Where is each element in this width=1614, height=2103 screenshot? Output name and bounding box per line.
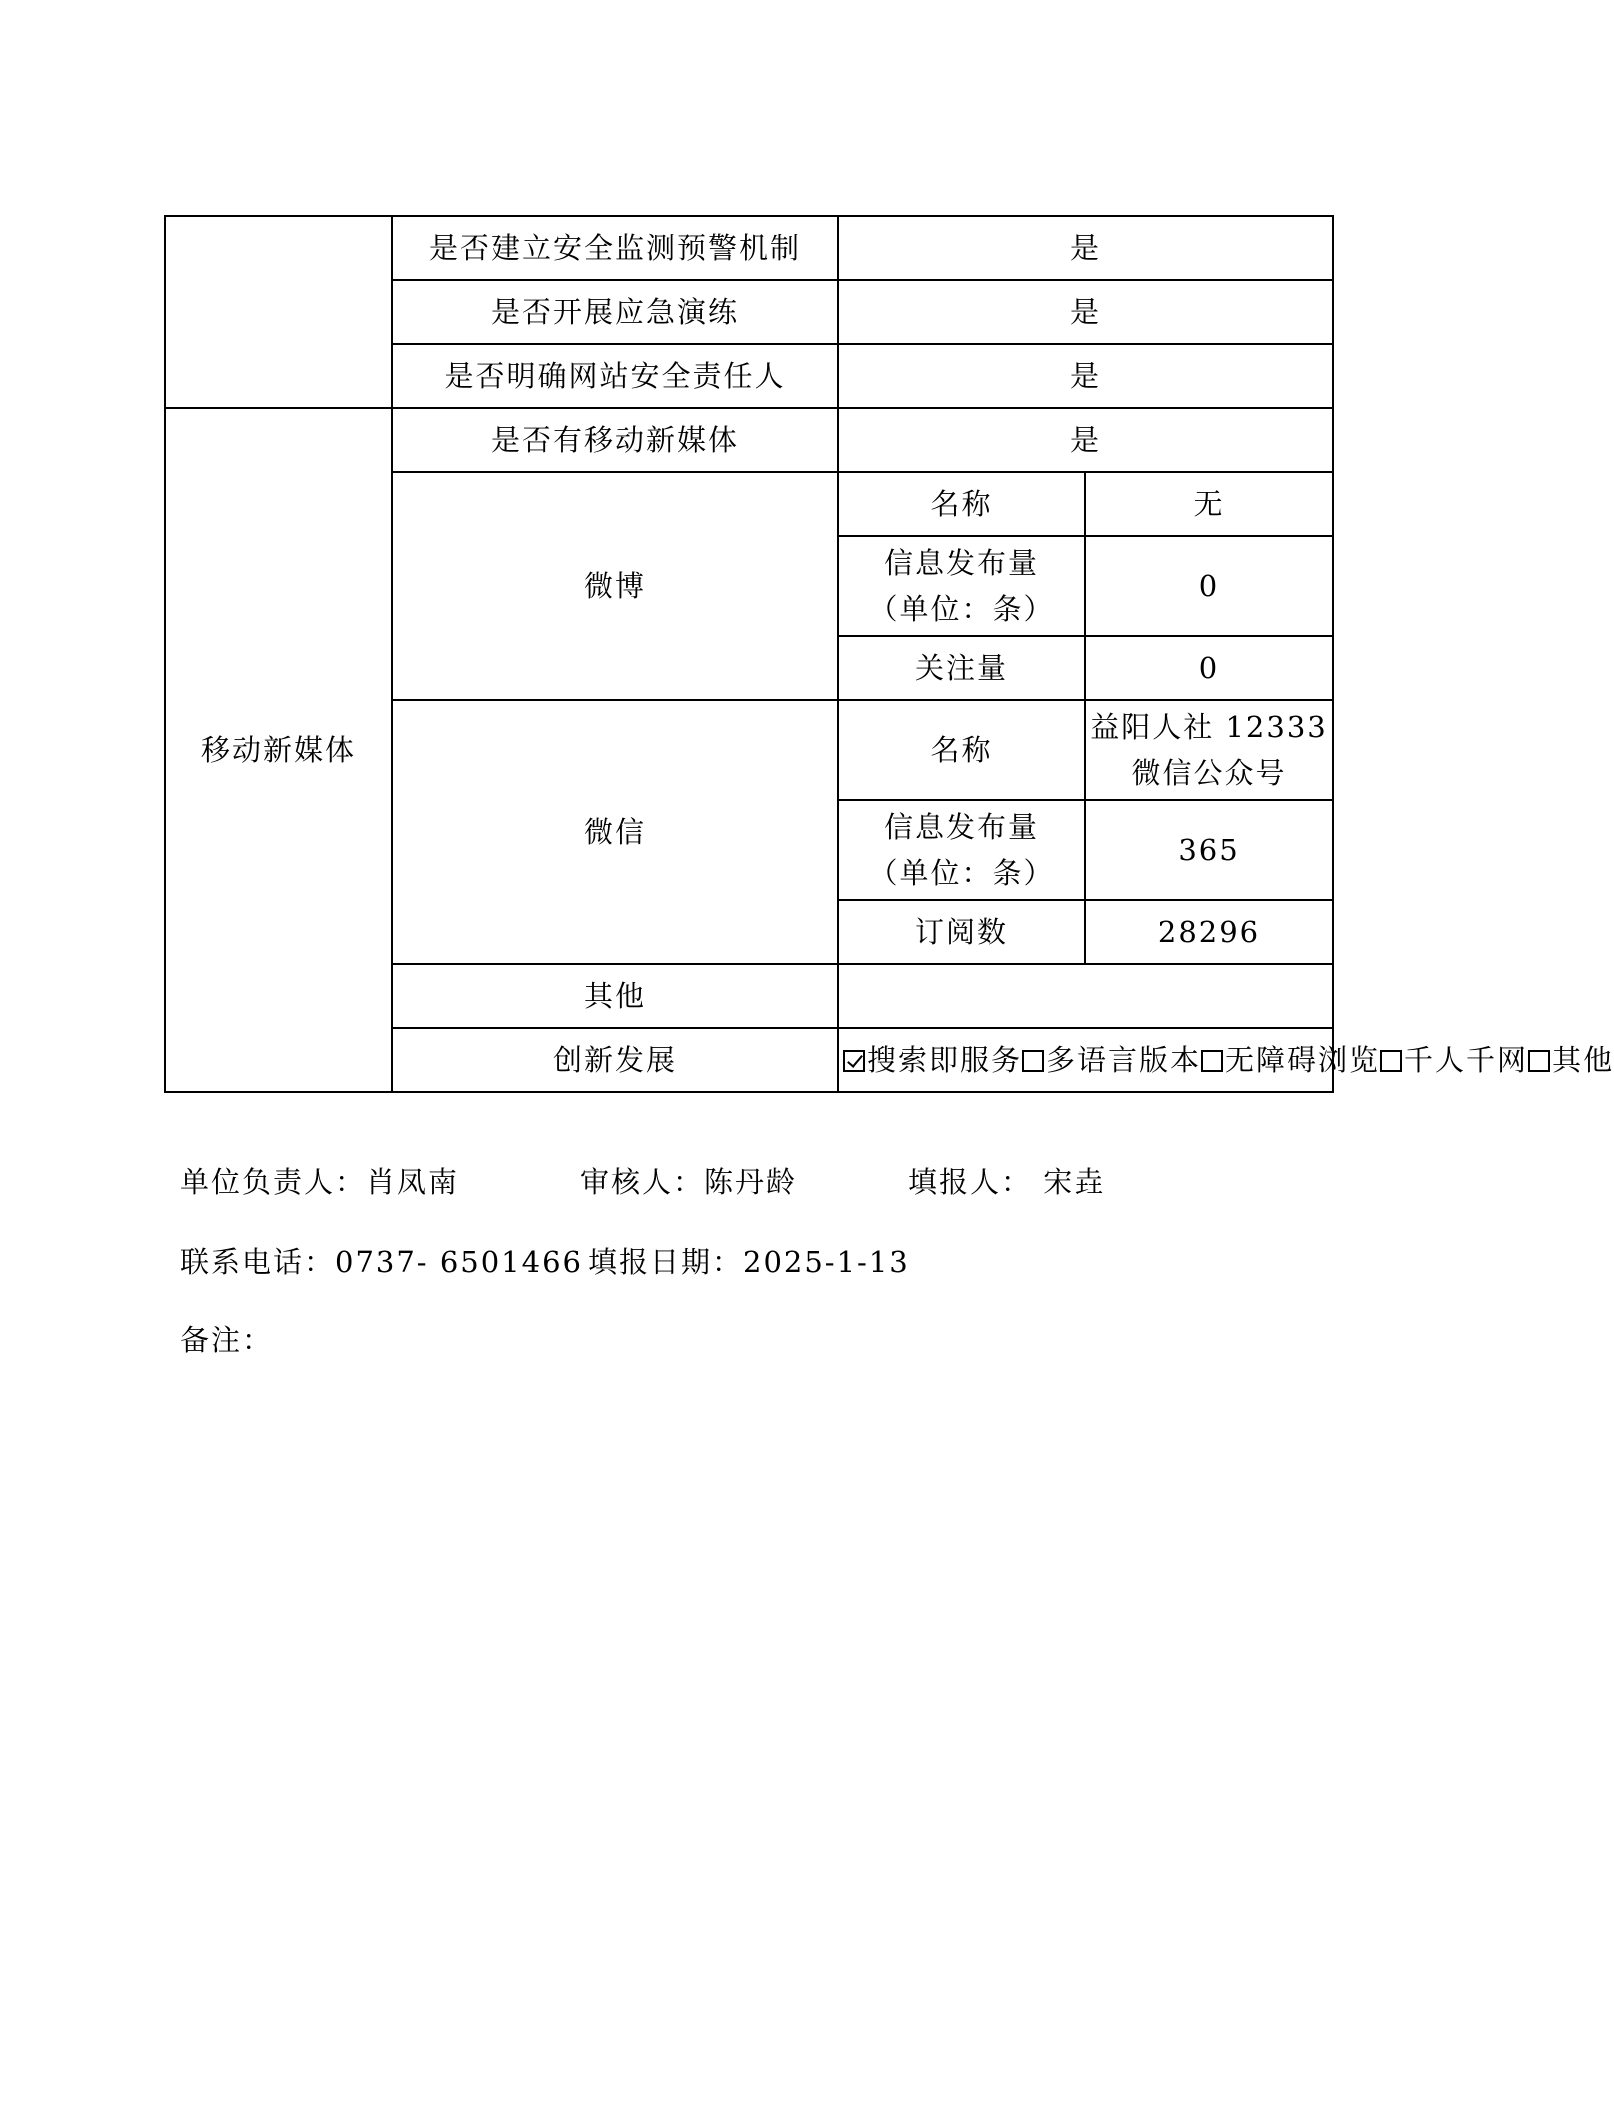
weibo-name-value: 无 bbox=[1085, 472, 1333, 536]
weibo-posts-label-line1: 信息发布量 bbox=[883, 545, 1039, 580]
weibo-name-label: 名称 bbox=[838, 472, 1085, 536]
contact-phone: 联系电话：0737- 6501466 bbox=[180, 1245, 583, 1279]
option-other-label: 其他 bbox=[1552, 1042, 1614, 1077]
weibo-posts-value: 0 bbox=[1085, 536, 1333, 636]
wechat-posts-label-line2: （单位：条） bbox=[868, 856, 1055, 890]
security-monitor-value: 是 bbox=[838, 216, 1333, 280]
other-media-value bbox=[838, 964, 1333, 1028]
unit-head: 单位负责人：肖凤南 bbox=[180, 1165, 460, 1199]
reviewer: 审核人：陈丹龄 bbox=[580, 1165, 798, 1199]
filler: 填报人： 宋垚 bbox=[908, 1165, 1106, 1199]
weibo-followers-label: 关注量 bbox=[838, 636, 1085, 700]
option-accessibility-label: 无障碍浏览 bbox=[1225, 1042, 1381, 1077]
table-row bbox=[165, 408, 1333, 472]
weibo-followers-value: 0 bbox=[1085, 636, 1333, 700]
wechat-subscribers-label: 订阅数 bbox=[838, 900, 1085, 964]
weibo-label: 微博 bbox=[392, 472, 838, 700]
option-search-service-label: 搜索即服务 bbox=[867, 1042, 1023, 1077]
wechat-name-value-line2: 微信公众号 bbox=[1131, 756, 1287, 790]
option-search-service[interactable] bbox=[843, 1043, 1022, 1077]
other-media-label: 其他 bbox=[392, 964, 838, 1028]
wechat-label: 微信 bbox=[392, 700, 838, 964]
option-multilingual-label: 多语言版本 bbox=[1046, 1042, 1202, 1077]
security-monitor-label: 是否建立安全监测预警机制 bbox=[392, 216, 838, 280]
checkbox-multilingual[interactable] bbox=[1022, 1050, 1044, 1072]
option-personalized-label: 千人千网 bbox=[1404, 1042, 1529, 1077]
signature-line bbox=[180, 1160, 1105, 1201]
security-officer-label: 是否明确网站安全责任人 bbox=[392, 344, 838, 408]
security-officer-value: 是 bbox=[838, 344, 1333, 408]
remark-label: 备注： bbox=[180, 1323, 274, 1357]
security-group-cell bbox=[165, 216, 392, 408]
wechat-posts-label bbox=[838, 800, 1085, 900]
option-personalized[interactable] bbox=[1380, 1043, 1528, 1077]
wechat-posts-label-line1: 信息发布量 bbox=[883, 809, 1039, 844]
wechat-subscribers-value: 28296 bbox=[1085, 900, 1333, 964]
innovation-options bbox=[838, 1028, 1614, 1092]
table-row bbox=[165, 216, 1333, 280]
wechat-name-label: 名称 bbox=[838, 700, 1085, 800]
fill-date: 填报日期：2025-1-13 bbox=[588, 1245, 910, 1279]
option-other[interactable] bbox=[1528, 1043, 1614, 1077]
weibo-posts-label-line2: （单位：条） bbox=[868, 592, 1055, 626]
has-mobile-value: 是 bbox=[838, 408, 1333, 472]
wechat-posts-value: 365 bbox=[1085, 800, 1333, 900]
security-media-table bbox=[164, 215, 1614, 1093]
checkbox-other[interactable] bbox=[1528, 1050, 1550, 1072]
option-accessibility[interactable] bbox=[1201, 1043, 1380, 1077]
option-multilingual[interactable] bbox=[1022, 1043, 1201, 1077]
checkbox-personalized[interactable] bbox=[1380, 1050, 1402, 1072]
weibo-posts-label bbox=[838, 536, 1085, 636]
emergency-drill-value: 是 bbox=[838, 280, 1333, 344]
mobile-media-section-label: 移动新媒体 bbox=[165, 408, 392, 1092]
has-mobile-label: 是否有移动新媒体 bbox=[392, 408, 838, 472]
contact-line bbox=[180, 1240, 910, 1281]
wechat-name-value bbox=[1085, 700, 1333, 800]
wechat-name-value-line1: 益阳人社 12333 bbox=[1090, 709, 1328, 744]
remark-line bbox=[180, 1318, 273, 1359]
checkbox-accessibility[interactable] bbox=[1201, 1050, 1223, 1072]
emergency-drill-label: 是否开展应急演练 bbox=[392, 280, 838, 344]
innovation-label: 创新发展 bbox=[392, 1028, 838, 1092]
checkbox-search-service[interactable] bbox=[843, 1050, 865, 1072]
